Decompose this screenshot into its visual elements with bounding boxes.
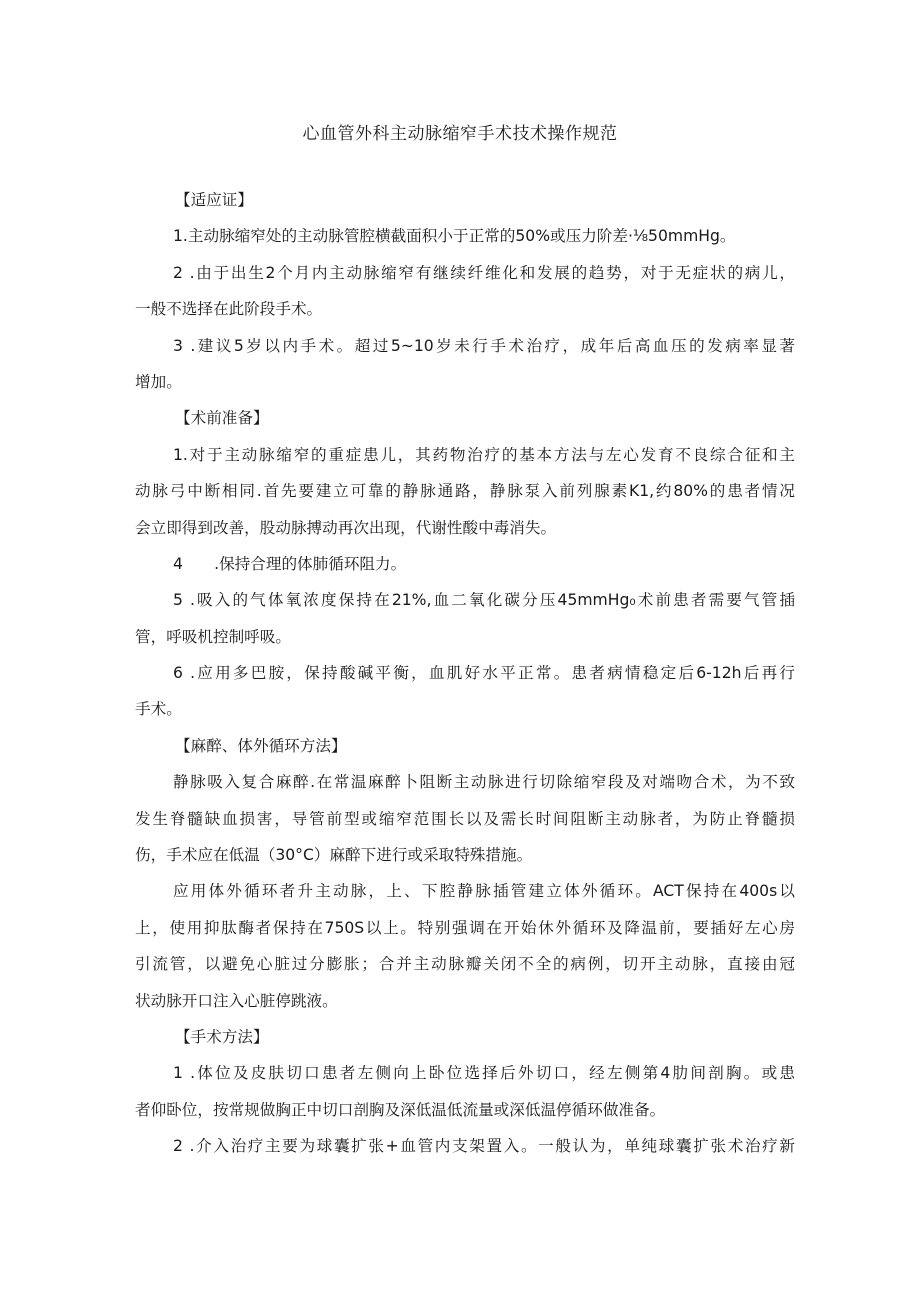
text-line: 状动脉开口注入心脏停跳液。 [135,991,338,1010]
text-line: 【适应证】 [175,191,253,209]
section-heading [135,404,795,440]
text-line: 5 .吸入的气体氧浓度保持在21%,血二氧化碳分压45mmHg₀术前患者需要气管插 [173,591,795,610]
text-line: 【术前准备】 [175,409,269,428]
document-title: 心血管外科主动脉缩窄手术技术操作规范 [302,124,618,144]
text-line: 管，呼吸机控制呼吸。 [135,627,291,646]
document-body [135,186,795,1169]
text-line: 手术。 [135,700,182,719]
paragraph [135,1059,795,1132]
paragraph [135,659,795,732]
section-heading [135,1023,795,1059]
text-line: 2 .介入治疗主要为球囊扩张+血管内支架置入。一般认为，单纯球囊扩张术治疗新 [173,1137,795,1156]
text-line: 1.主动脉缩窄处的主动脉管腔横截面积小于正常的50%或压力阶差·⅛50mmHg。 [173,227,736,246]
paragraph [135,877,795,1023]
text-line: 1.对于主动脉缩窄的重症患儿，其药物治疗的基本方法与左心发育不良综合征和主 [173,445,795,464]
text-line: 会立即得到改善，股动脉搏动再次出现，代谢性酸中毒消失。 [135,518,557,537]
text-line: 3 .建议5岁以内手术。超过5~10岁未行手术治疗，成年后高血压的发病率显著 [173,336,795,355]
text-line: 4 .保持合理的体肺循环阻力。 [173,554,407,573]
paragraph [135,259,795,332]
text-line: 增加。 [135,372,182,391]
paragraph [135,1132,795,1168]
text-line: 2 .由于出生2个月内主动脉缩窄有继续纤维化和发展的趋势，对于无症状的病儿， [173,263,795,282]
text-line: 一般不选择在此阶段手术。 [135,300,323,319]
text-line: 静脉吸入复合麻醉.在常温麻醉卜阻断主动脉进行切除缩窄段及对端吻合术，为不致 [173,773,795,792]
paragraph [135,586,795,659]
paragraph [135,222,795,258]
text-line: 【麻醉、体外循环方法】 [175,736,347,755]
paragraph [135,768,795,877]
text-line: 上，使用抑肽酶者保持在750S以上。特别强调在开始休外循环及降温前，要插好左心房 [135,918,795,937]
text-line: 者仰卧位，按常规做胸正中切口剖胸及深低温低流量或深低温停循环做准备。 [135,1100,666,1119]
section-heading [135,186,795,222]
section-heading [135,732,795,768]
text-line: 6 .应用多巴胺，保持酸碱平衡，血肌好水平正常。患者病情稳定后6-12h后再行 [173,664,795,683]
text-line: 【手术方法】 [175,1027,269,1046]
text-line: 1 .体位及皮肤切口患者左侧向上卧位选择后外切口，经左侧第4肋间剖胸。或患 [173,1064,795,1083]
paragraph [135,332,795,405]
text-line: 发生脊髓缺血损害，导管前型或缩窄范围长以及需长时间阻断主动脉者，为防止脊髓损 [135,809,795,828]
paragraph [135,550,795,586]
text-line: 引流管，以避免心脏过分膨胀；合并主动脉瓣关闭不全的病例，切开主动脉，直接由冠 [135,955,795,974]
text-line: 动脉弓中断相同.首先要建立可靠的静脉通路，静脉泵入前列腺素K1,约80%的患者情况 [135,482,795,501]
text-line: 应用体外循环者升主动脉，上、下腔静脉插管建立体外循环。ACT保持在400s以 [173,882,795,901]
paragraph [135,441,795,550]
text-line: 伤，手术应在低温（30°C）麻醉下进行或采取特殊措施。 [135,846,533,865]
